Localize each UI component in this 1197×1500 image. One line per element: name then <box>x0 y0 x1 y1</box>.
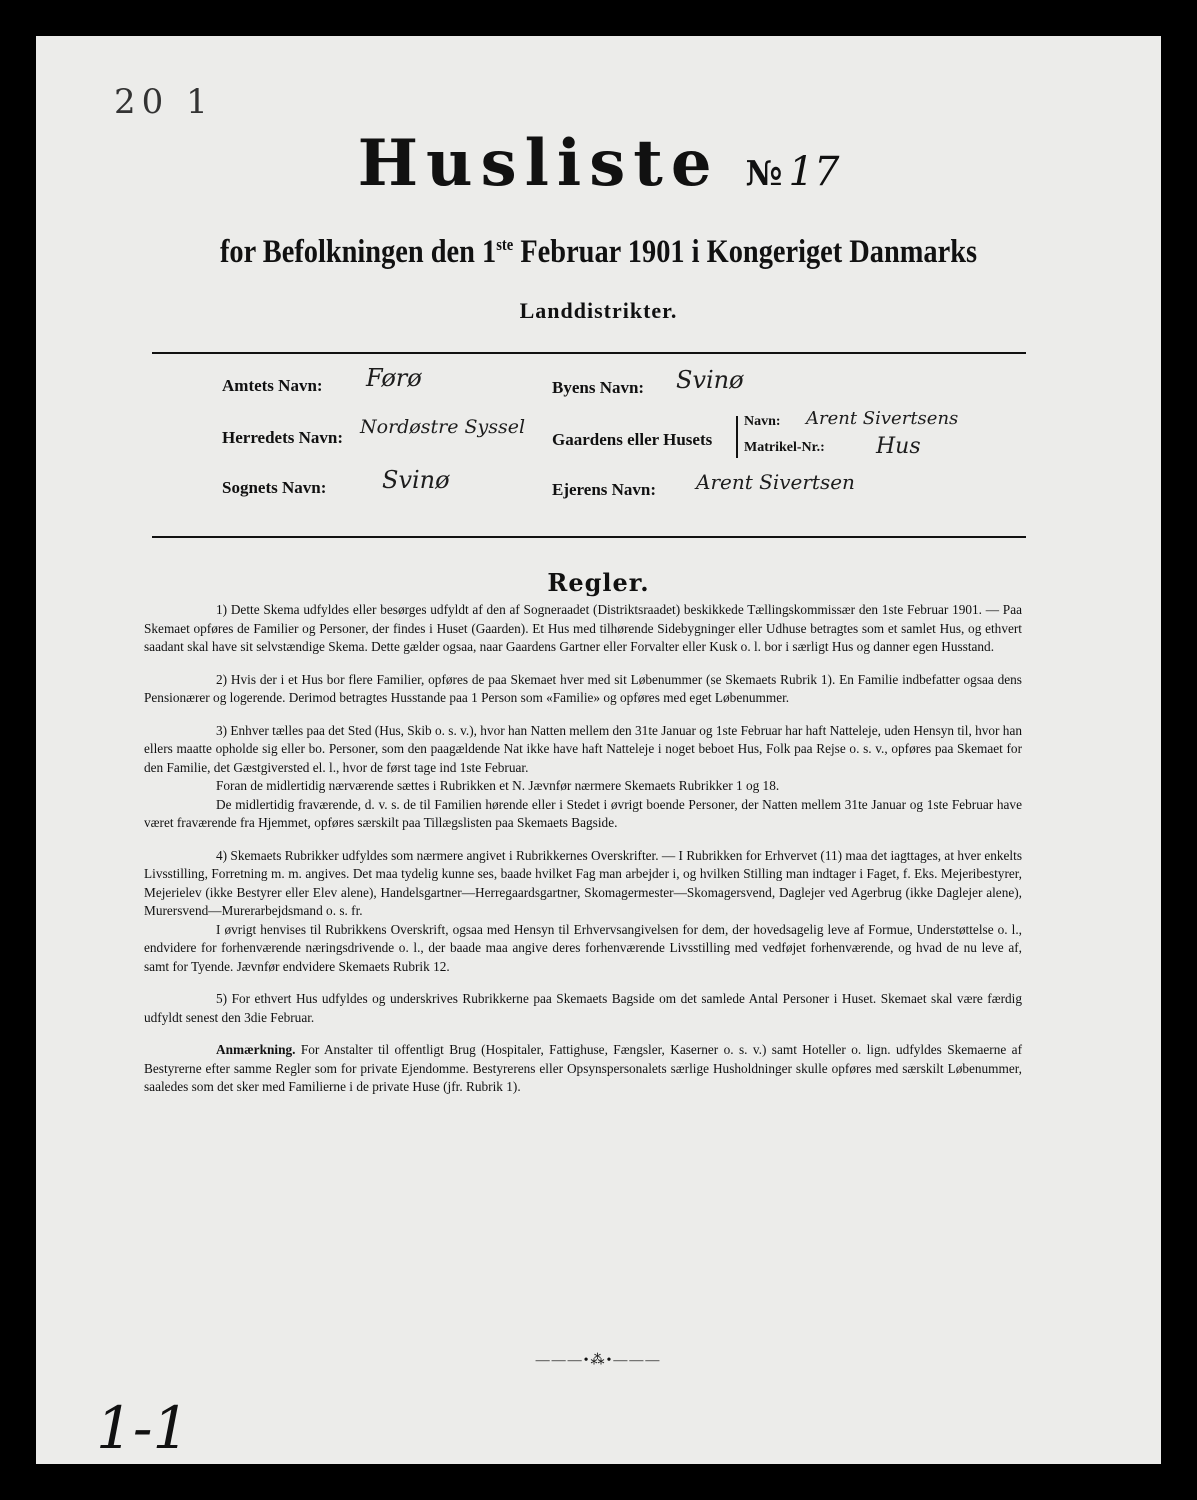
annotation-note <box>144 1041 1022 1097</box>
by-value: Svinø <box>676 366 744 394</box>
sogn-label: Sognets Navn: <box>222 478 327 497</box>
title-block <box>36 126 1161 201</box>
field-brace <box>736 416 738 458</box>
handwritten-mark: 1-1 <box>96 1394 190 1462</box>
ejer-value: Arent Sivertsen <box>696 470 855 494</box>
form-number: 17 <box>788 149 840 195</box>
rule-3-foran: Foran de midlertidig nærværende sættes i Rubrikken et N. Jævnfør nærmere Skemaets Rubrikker 1 og 18. <box>216 778 780 793</box>
rule-3-fravaerende: De midlertidig fraværende, d. v. s. de til Familien hørende eller i Stedet i øvrigt boende Personer, der Natten mellem 31te Januar og 1ste Februar have været fraværende fra Hjemmet, opføres særskilt paa Tillægslisten paa Skemaets Bagside. <box>144 796 1022 830</box>
matrikel-value: Hus <box>876 434 921 459</box>
amt-value: Førø <box>366 364 422 392</box>
subtitle-part-1: for Befolkningen den 1 <box>219 234 497 270</box>
rule-5: 5) For ethvert Hus udfyldes og underskrives Rubrikkerne paa Skemaets Bagside om det samlede Antal Personer i Huset. Skemaet skal være færdig udfyldt senest den 3die Februar. <box>144 991 1022 1025</box>
rule-1: 1) Dette Skema udfyldes eller besørges udfyldt af den af Sogneraadet (Distriktsraadet) beskikkede Tællingskommissær den 1ste Februar 1901. — Paa Skemaet opføres de Familier og Personer, der findes i Huset (Gaarden). Et Hus med tilhørende Sidebygninger eller Udhuse betragtes som et samlet Hus, og ethvert saadant skal have sit selvstændige Skema. Dette gælder ogsaa, naar Gaardens Gartner eller Forvalter eller Kusk o. l. bor i særligt Hus og danner egen Husstand. <box>144 602 1022 654</box>
subtitle-superscript: ste <box>496 235 514 254</box>
divider-top <box>152 352 1026 354</box>
herred-value: Nordøstre Syssel <box>360 416 526 438</box>
subtitle-part-2: Februar 1901 i Kongeriget Danmarks <box>513 234 978 270</box>
number-sign: № <box>745 154 783 194</box>
ejer-label: Ejerens Navn: <box>552 480 657 499</box>
rules-body <box>144 601 1022 1111</box>
herred-label: Herredets Navn: <box>222 428 344 447</box>
note-label: Anmærkning. <box>216 1042 296 1057</box>
gaard-label: Gaardens eller Husets <box>552 430 713 449</box>
form-subtitle <box>115 234 1083 271</box>
rule-2: 2) Hvis der i et Hus bor flere Familier, opføres de paa Skemaet hver med sit Løbenummer (se Skemaets Rubrik 1). En Familie indbefatter ogsaa dens Pensionærer og logerende. Derimod betragtes Husstande paa 1 Person som «Familie» og opføres med eget Løbenummer. <box>144 671 1022 705</box>
navn-value: Arent Sivertsens <box>806 408 959 429</box>
form-title: Husliste <box>357 126 720 201</box>
rules-heading: Regler. <box>547 568 650 597</box>
sogn-value: Svinø <box>382 466 450 494</box>
corner-number: 20 1 <box>114 82 214 122</box>
note-text: For Anstalter til offentligt Brug (Hospitaler, Fattighuse, Fængsler, Kaserner o. s. v.) samt Hoteller o. lign. udfyldes Skemaerne af Bestyrerne efter samme Regler som for private Ejendomme. Bestyrerens eller Opsynspersonalets særlige Husholdninger skulle opføres med særskilt Løbenummer, saaledes som det sker med Familierne i de private Huse (jfr. Rubrik 1). <box>144 1042 1022 1094</box>
ornament-divider: ———•⁂•——— <box>535 1353 662 1368</box>
rule-3: 3) Enhver tælles paa det Sted (Hus, Skib o. s. v.), hvor han Natten mellem den 31te Januar og 1ste Februar har haft Natteleje, uden Hensyn til, hvor han ellers maatte opholde sig eller bo. Personer, som den paagældende Nat ikke have haft Natteleje i noget beboet Hus, Folk paa Rejse o. s. v., opføres paa Skemaet for den Familie, det Gæstgiversted el. l., hvor de først tage ind 1ste Februar. <box>144 722 1022 775</box>
rule-4: 4) Skemaets Rubrikker udfyldes som nærmere angivet i Rubrikkernes Overskrifter. — I Rubrikken for Erhvervet (11) maa det iagttages, at hver enkelts Livsstilling, Forretning m. m. angives. Det maa tydelig kunne ses, baade hvilket Fag man arbejder i, og hvilken Stilling man indtager i Faget, f. Eks. Mejeribestyrer, Mejerielev (ikke Bestyrer eller Elev alene), Handelsgartner—Herregaardsgartner, Skomagermester—Skomagersvend, Daglejer ved Agerbrug (ikke Daglejer alene), Murersvend—Murerarbejdsmand o. s. fr. <box>144 847 1022 918</box>
district-heading: Landdistrikter. <box>519 298 678 323</box>
divider-bottom <box>152 536 1026 538</box>
matrikel-label: Matrikel-Nr.: <box>744 440 825 455</box>
census-form-page <box>36 36 1161 1464</box>
amt-label: Amtets Navn: <box>222 376 323 395</box>
rule-4-oevrigt: I øvrigt henvises til Rubrikkens Overskrift, ogsaa med Hensyn til Erhvervsangivelsen for dem, der hovedsagelig leve af Formue, Understøttelse o. l., endvidere for forhenværende næringsdrivende o. l., der baade maa angive deres forhenværende Livsstilling med vedføjet forhenværende, og hvad de nu leve af, samt for Tyende. Jævnfør endvidere Skemaets Rubrik 12. <box>144 921 1022 974</box>
by-label: Byens Navn: <box>552 378 645 397</box>
navn-label: Navn: <box>744 414 781 429</box>
